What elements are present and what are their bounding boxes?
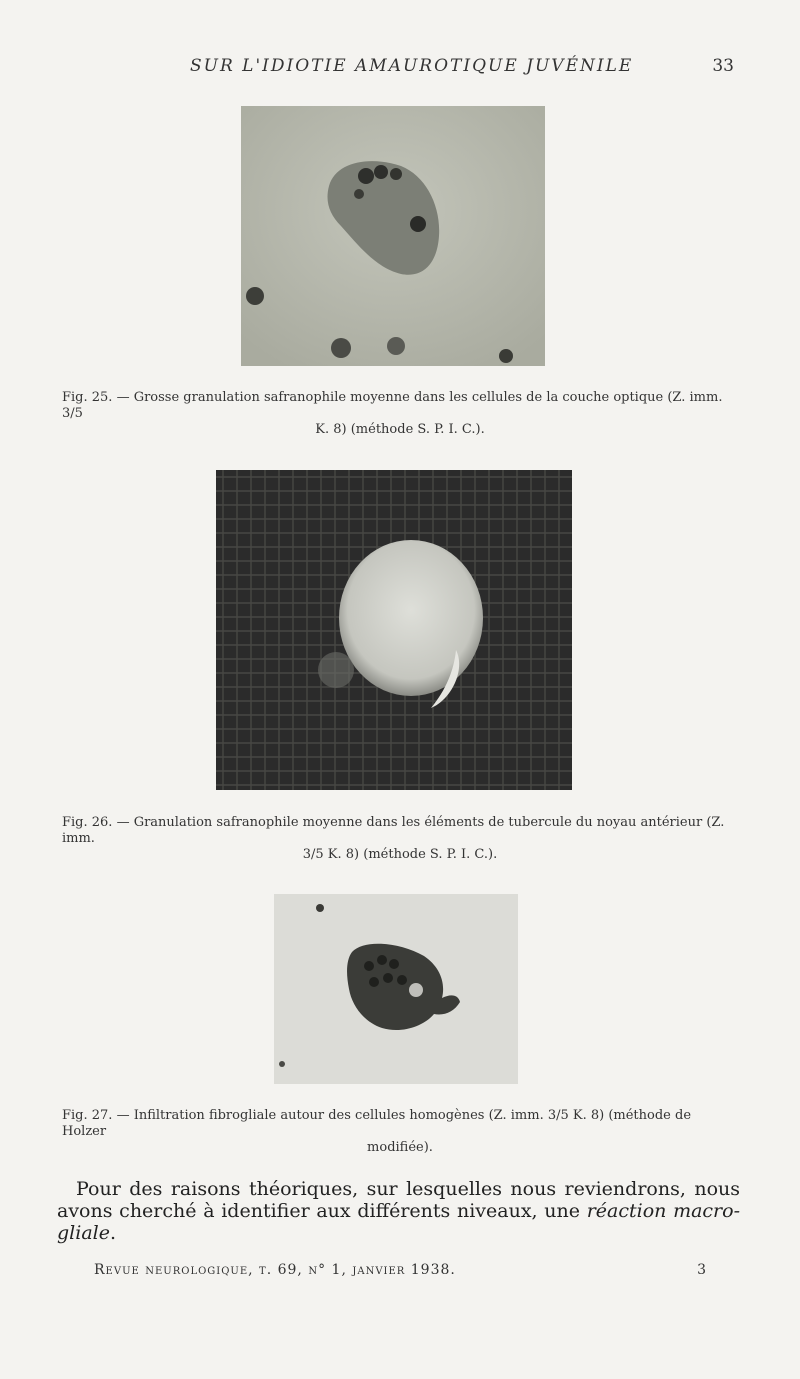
body-line-1: Pour des raisons théoriques, sur lesquelles nous reviendrons, nous [76,1178,740,1200]
figure-25-micrograph [241,106,545,366]
body-line-2 [57,1200,740,1222]
figure-25-caption-line1: Fig. 25. — Grosse granulation safranophile moyenne dans les cellules de la couche optique (Z. imm. 3/5 [62,390,723,421]
figure-25-caption [62,390,738,438]
running-head [0,56,800,80]
figure-27-caption-line2: modifiée). [367,1140,433,1155]
figure-26-caption [62,815,738,863]
figure-26-caption-line1: Fig. 26. — Granulation safranophile moyenne dans les éléments de tubercule du noyau antérieur (Z. imm. [62,815,725,846]
body-line-3-emphasis: gliale [57,1222,110,1244]
figure-25-image [241,106,545,366]
figure-27-caption-line1: Fig. 27. — Infiltration fibrogliale autour des cellules homogènes (Z. imm. 3/5 K. 8) (méthode de Holzer [62,1108,692,1139]
body-paragraph [57,1178,740,1244]
body-line-3-text: . [109,1222,117,1244]
body-line-2-emphasis: réaction macro- [586,1200,740,1222]
figure-25-caption-line2: K. 8) (méthode S. P. I. C.). [315,422,485,437]
figure-26-micrograph [216,470,572,790]
page-number: 33 [712,56,734,76]
page-footer [94,1262,706,1282]
body-line-3 [57,1222,116,1244]
figure-26-image [216,470,572,790]
figure-27-caption [62,1108,738,1156]
running-title: SUR L'IDIOTIE AMAUROTIQUE JUVÉNILE [190,56,634,76]
body-line-2-text: avons cherché à identifier aux différents niveaux, une [57,1200,587,1222]
figure-26-caption-line2: 3/5 K. 8) (méthode S. P. I. C.). [302,847,498,862]
journal-citation: Revue neurologique, t. 69, n° 1, janvier 1938. [94,1262,456,1278]
sheet-number: 3 [697,1262,706,1278]
figure-27-micrograph [274,894,518,1084]
figure-27-image [274,894,518,1084]
